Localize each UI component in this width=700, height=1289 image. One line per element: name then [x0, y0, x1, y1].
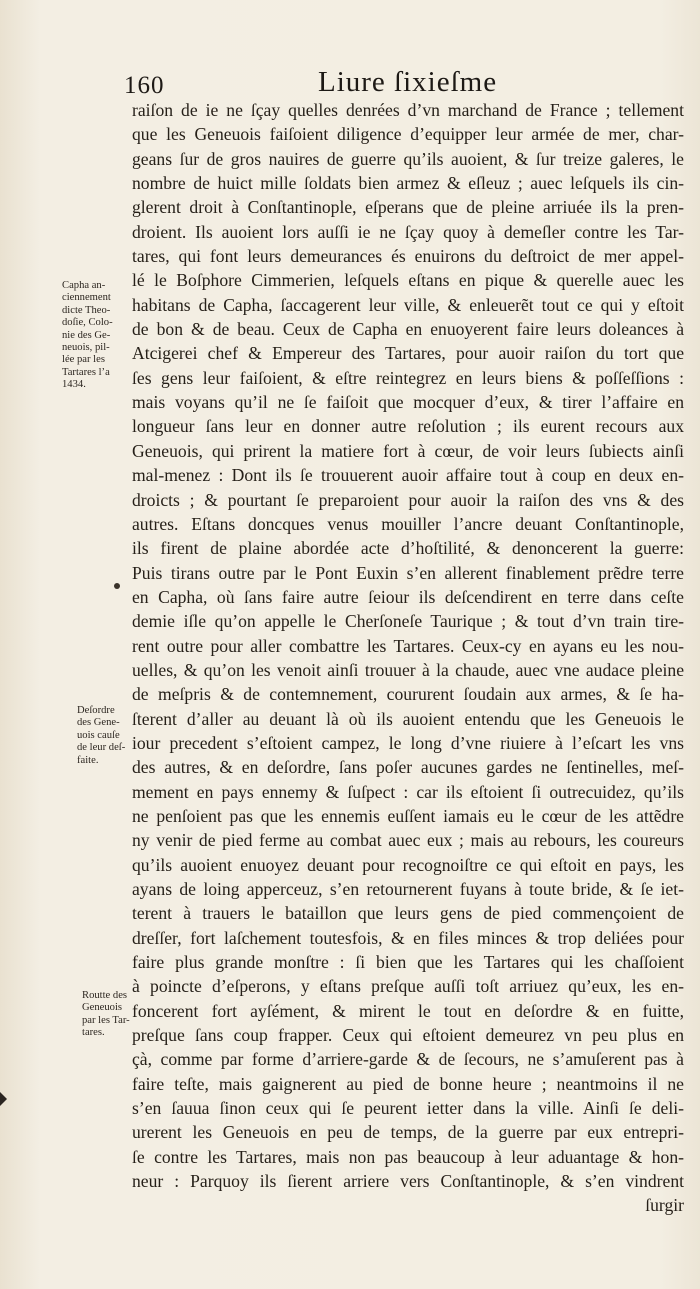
main-text-block [132, 98, 684, 1218]
margin-note-routte [82, 990, 152, 1040]
page-number: 160 [124, 72, 165, 99]
margin-note-line: tares. [82, 1027, 105, 1039]
text-line: Geneuois, qui prirent la matiere fort à cœur, de voir leurs ſubiects ainſi [132, 440, 684, 461]
margin-note-line: faite. [77, 754, 99, 766]
text-line: autres. Eſtans doncques venus mouiller l’ancre deuant Conſtantinople, [132, 513, 684, 534]
text-line: droient. Ils auoient lors auſſi ie ne ſçay quoy à demeſler contre les Tar- [132, 221, 684, 242]
text-line: ſes gens leur faiſoient, & eſtre reintegrez en leurs biens & poſſeſſions : [132, 367, 684, 388]
text-line: rent outre pour aller combattre les Tartares. Ceux-cy en ayans eu les nou- [132, 635, 684, 656]
catchword: ſurgir [645, 1195, 684, 1216]
text-line: ils firent de plaine abordée acte d’hoſtilité, & denoncerent la guerre: [132, 538, 684, 559]
margin-note-line: Capha an- [62, 280, 106, 291]
text-line: tares, qui font leurs demeurances és enuirons du deſtroict de mer appel- [132, 246, 684, 267]
margin-note-line: Geneuois [82, 1002, 123, 1014]
margin-note-line: de leur deſ- [77, 742, 126, 754]
margin-note-capha [62, 280, 132, 392]
text-line: preſque ſans coup frapper. Ceux qui eſtoient demeurez vn peu plus en [132, 1025, 684, 1046]
text-line: çà, comme par forme d’arriere-garde & de ſecours, ne s’amuſerent pas à [132, 1049, 684, 1070]
margin-note-line: Tartares l’a [62, 366, 110, 378]
text-line: neur : Parquoy ils ſierent arriere vers Conſtantinople, & s’en vindrent [132, 1171, 684, 1192]
margin-note-line: doſie, Colo- [62, 317, 113, 329]
text-line: faire plus grande monſtre : ſi bien que les Tartares qui les chaſſoient [132, 952, 684, 973]
text-line: lé le Boſphore Cimmerien, leſquels eſtans en pique & querelle auec les [132, 270, 684, 291]
text-line: demie iſle qu’on appelle le Cherſoneſe Taurique ; & tout d’vn train tire- [132, 611, 684, 632]
text-line: de meſpris & de contemnement, coururent ſoudain aux armes, & ſe ha- [132, 684, 684, 705]
text-line: mement en pays ennemy & ſuſpect : car ils eſtoient ſi outrecuidez, qu’ils [132, 781, 684, 802]
margin-note-line: uois cauſe [77, 729, 120, 741]
margin-note-line: des Gene- [77, 717, 120, 729]
text-line: geans ſur de gros nauires de guerre qu’ils auoient, & ſur treize galeres, le [132, 148, 684, 169]
text-line: qu’ils auoient enuoyez deuant pour recognoiſtre ce qui eſtoit en pays, les [132, 854, 684, 875]
margin-note-line: lée par les [62, 354, 105, 366]
text-line: dreſſer, fort laſchement toutesfois, & en files minces & trop deliées pour [132, 927, 684, 948]
text-line: Puis tirans outre par le Pont Euxin s’en allerent finablement prẽdre terre [132, 562, 684, 583]
ink-spot-mark [114, 583, 120, 589]
text-line: terent à trauers le bataillon que leurs gens de pied commençoient de [132, 903, 684, 924]
text-line: habitans de Capha, ſaccagerent leur ville, & enleuerẽt tout ce qui y eſtoit [132, 294, 684, 315]
margin-note-line: 1434. [62, 379, 86, 391]
text-line: des autres, & en deſordre, ſans poſer aucunes gardes ne ſentinelles, meſ- [132, 757, 684, 778]
running-head [0, 58, 700, 98]
text-line: raiſon de ie ne ſçay quelles denrées d’vn marchand de France ; tellement [132, 100, 684, 120]
page-edge-arrow-icon [0, 1092, 7, 1106]
text-line: iour precedent s’eſtoient campez, le long d’vne riuiere à l’eſcart les vns [132, 732, 684, 753]
text-line: uelles, & qu’on les venoit ainſi trouuer à la chaude, auec vne audace pleine [132, 659, 684, 680]
text-line: mais voyans qu’il ne ſe faiſoit que mocquer d’eux, & tirer l’affaire en [132, 392, 684, 413]
text-line: nombre de huict mille ſoldats bien armez & eſleuz ; auec leſquels ils cin- [132, 173, 684, 194]
text-line: ne penſoient pas que les ennemis euſſent iamais eu le cœur de les attẽdre [132, 805, 684, 826]
margin-note-desordre [77, 705, 147, 767]
text-line: foncerent fort ayſément, & mirent le tout en deſordre & en fuitte, [132, 1000, 684, 1021]
text-line: droicts ; & pourtant ſe preparoient pour auoir la raiſon des vns & des [132, 489, 684, 510]
text-line: glerent droit à Conſtantinople, eſperans que de pleine arriuée ils la pren- [132, 197, 684, 218]
margin-note-line: par les Tar- [82, 1014, 130, 1026]
text-line: urerent les Geneuois en peu de temps, de la guerre par eux entrepri- [132, 1122, 684, 1143]
text-line: s’en ſauua ſinon ceux qui ſe peurent ietter dans la ville. Ainſi ſe deli- [132, 1098, 684, 1119]
text-line: mal-menez : Dont ils ſe trouuerent auoir affaire tout à coup en deux en- [132, 465, 684, 486]
text-line: longueur ſans leur en donner autre reſolution ; ils eurent recours aux [132, 416, 684, 437]
margin-note-line: Deſordre [77, 705, 115, 716]
margin-note-line: dicte Theo- [62, 304, 111, 316]
running-title: Liure ſixieſme [318, 66, 498, 98]
text-line: ny venir de pied ferme au combat auec eux ; mais au rebours, les coureurs [132, 830, 684, 851]
text-line: que les Geneuois faiſoient diligence d’equipper leur armée de mer, char- [132, 124, 684, 145]
margin-note-line: ciennement [62, 292, 111, 304]
text-line: ſterent d’aller au deuant là où ils auoient entendu que les Geneuois le [132, 708, 684, 729]
margin-note-line: Routte des [82, 990, 128, 1001]
text-line: ayans de loing apperceuz, s’en retournerent fuyans à toute bride, & ſe iet- [132, 879, 684, 899]
text-line: à poincte d’eſperons, y eſtans preſque auſſi toſt arriuez qu’eux, les en- [132, 976, 684, 997]
text-line: en Capha, où ſans faire autre ſeiour ils deſcendirent en terre dans ceſte [132, 586, 684, 607]
margin-note-line: neuois, pil- [62, 342, 110, 354]
text-line: Atcigerei chef & Empereur des Tartares, pour auoir raiſon du tort que [132, 343, 684, 364]
text-line: de bon & de beau. Ceux de Capha en enuoyerent faire leurs doleances à [132, 319, 684, 340]
margin-note-line: nie des Ge- [62, 329, 111, 341]
text-line: faire teſte, mais gaignerent au pied de bonne heure ; neantmoins il ne [132, 1073, 684, 1094]
text-line: ſe contre les Tartares, mais non pas beaucoup à leur aduantage & hon- [132, 1146, 684, 1167]
